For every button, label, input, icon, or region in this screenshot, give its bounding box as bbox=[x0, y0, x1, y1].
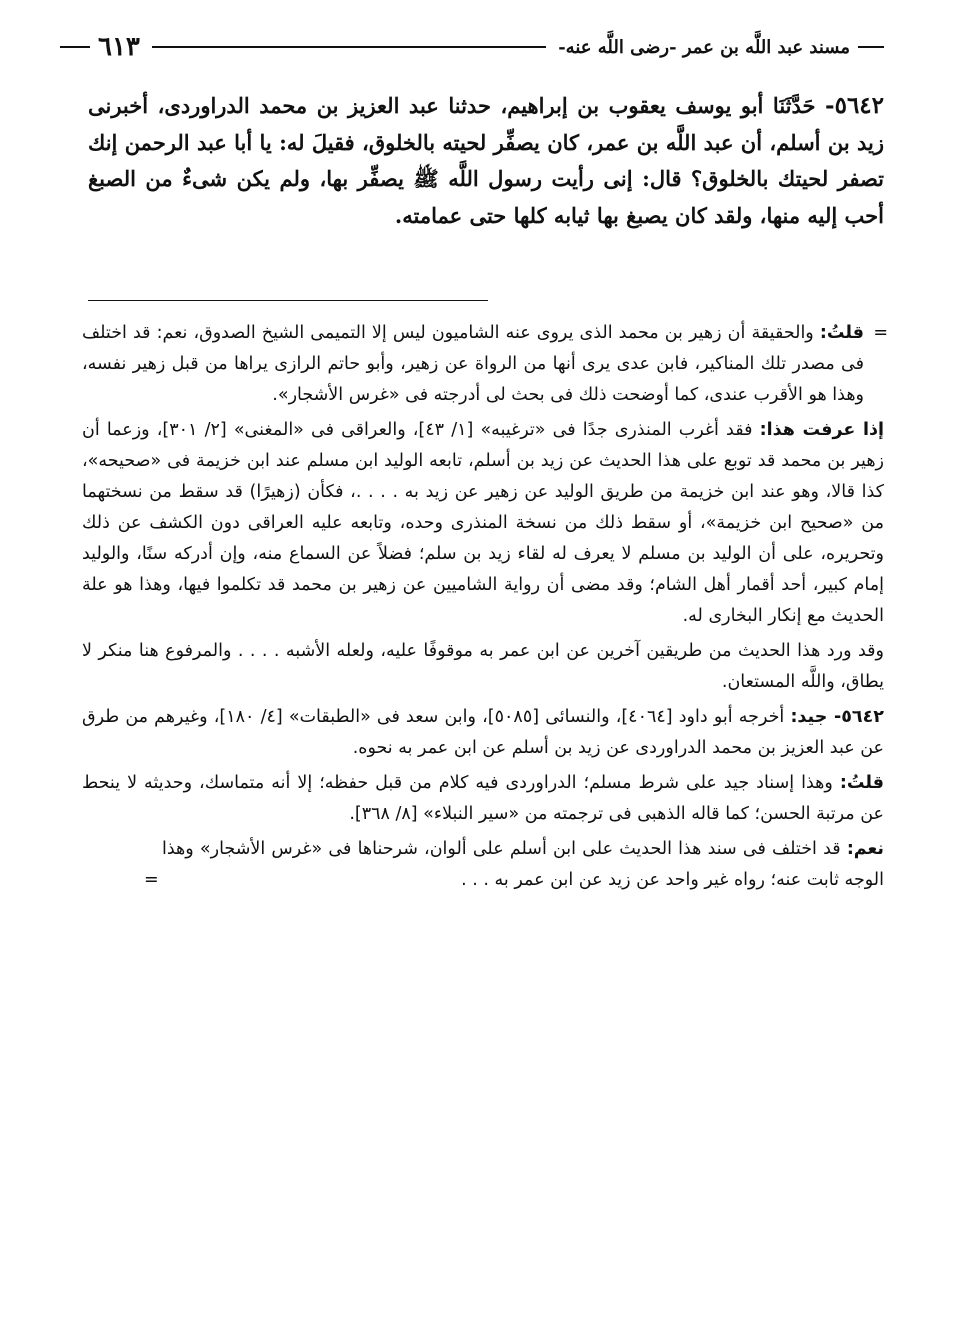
footnote-paragraph bbox=[82, 415, 884, 632]
footnotes bbox=[82, 318, 888, 900]
footnote-paragraph bbox=[82, 636, 884, 698]
footnote-paragraph bbox=[82, 318, 888, 411]
page-number: ٦١٣ bbox=[98, 32, 140, 62]
hadith-number: ٥٦٤٢- bbox=[825, 92, 885, 119]
hadith-text bbox=[88, 88, 884, 234]
hadith-body: أبو يوسف يعقوب بن إبراهيم، حدثنا عبد العزيز بن محمد الدراوردى، أخبرنى زيد بن أسلم، أن عبد اللَّه بن عمر، كان يصفِّر لحيته بالخلوق، فقيلَ له: يا أبا عبد الرحمن إنك تصفر لحيتك بالخلوق؟ قال: إنى رأيت رسول اللَّه ﷺ يصفِّر بها، ولم يكن شىءٌ من الصبغ أحب إليه منها، ولقد كان يصبغ بها ثيابه كلها حتى عمامته. bbox=[88, 93, 884, 228]
footnote-text: قد اختلف فى سند هذا الحديث على ابن أسلم على ألوان، شرحناها فى «غرس الأشجار» وهذا الوجه ثابت عنه؛ رواه غير واحد عن زيد عن ابن عمر به . . . bbox=[162, 839, 884, 890]
footnote-label: قلتُ: bbox=[839, 773, 884, 793]
footnote-text: فقد أغرب المنذرى جدًا فى «ترغيبه» [١/ ٤٣]، والعراقى فى «المغنى» [٢/ ٣٠١]، وزعما أن زهير بن محمد قد توبع على هذا الحديث عن زيد بن أسلم، تابعه الوليد ابن مسلم عند ابن خزيمة فى «صحيحه»، كذا قالا، وهو عند ابن خزيمة من طريق الوليد عن زهير عن زيد به . . . .، فكأن (زهيرًا) قد سقط من نسختهما من «صحيح ابن خزيمة»، أو سقط ذلك من نسخة المنذرى وحده، وتابعه عليه العراقى دون الكشف عن ذلك وتحريره، على أن الوليد بن مسلم لا يعرف له لقاء زيد بن سلم؛ فضلاً عن السماع منه، وإن أدركه سنًا، والوليد إمام كبير، أحد أقمار أهل الشام؛ وقد مضى أن رواية الشاميين عن زهير بن محمد قد تكلموا فيها، وهذا هو علة الحديث مع إنكار البخارى له. bbox=[82, 420, 884, 626]
footnote-text: أخرجه أبو داود [٤٠٦٤]، والنسائى [٥٠٨٥]، وابن سعد فى «الطبقات» [٤/ ١٨٠]، وغيرهم من طرق عن عبد العزيز بن محمد الدراوردى عن زيد بن أسلم عن ابن عمر به نحوه. bbox=[82, 707, 884, 758]
footnote-label: نعم: bbox=[846, 839, 884, 859]
continuation-mark: = bbox=[144, 870, 159, 890]
footnote-paragraph bbox=[82, 834, 884, 896]
footnote-text: وقد ورد هذا الحديث من طريقين آخرين عن ابن عمر به موقوفًا عليه، ولعله الأشبه . . . . والمرفوع هنا منكر لا يطاق، واللَّه المستعان. bbox=[82, 641, 884, 692]
header-rule bbox=[152, 46, 546, 48]
footnote-label: قلتُ: bbox=[819, 323, 864, 343]
footnote-paragraph bbox=[82, 702, 884, 764]
header-dash bbox=[858, 46, 884, 48]
footnote-separator bbox=[88, 300, 488, 301]
running-header bbox=[60, 30, 884, 64]
hadith-lead-word: حَدَّثَنَا bbox=[772, 93, 816, 118]
continuation-mark: = bbox=[873, 323, 888, 343]
footnote-label: إذا عرفت هذا: bbox=[759, 420, 884, 440]
header-dash bbox=[60, 46, 90, 48]
footnote-text: وهذا إسناد جيد على شرط مسلم؛ الدراوردى فيه كلام من قبل حفظه؛ إلا أنه متماسك، وحديثه لا ينحط عن مرتبة الحسن؛ كما قاله الذهبى فى ترجمته من «سير النبلاء» [٨/ ٣٦٨]. bbox=[82, 773, 884, 824]
footnote-label: ٥٦٤٢- جيد: bbox=[790, 707, 884, 727]
running-title: مسند عبد اللَّه بن عمر -رضى اللَّه عنه- bbox=[558, 36, 850, 58]
footnote-paragraph bbox=[82, 768, 884, 830]
footnote-text: والحقيقة أن زهير بن محمد الذى يروى عنه الشاميون ليس إلا التميمى الشيخ الصدوق، نعم: قد اختلف فى مصدر تلك المناكير، فابن عدى يرى أنها من الرواة عن زهير، وأبو حاتم الرازى يراها من قبل زهير نفسه، وهذا هو الأقرب عندى، كما أوضحت ذلك فى بحث لى أدرجته فى «غرس الأشجار». bbox=[82, 323, 864, 405]
